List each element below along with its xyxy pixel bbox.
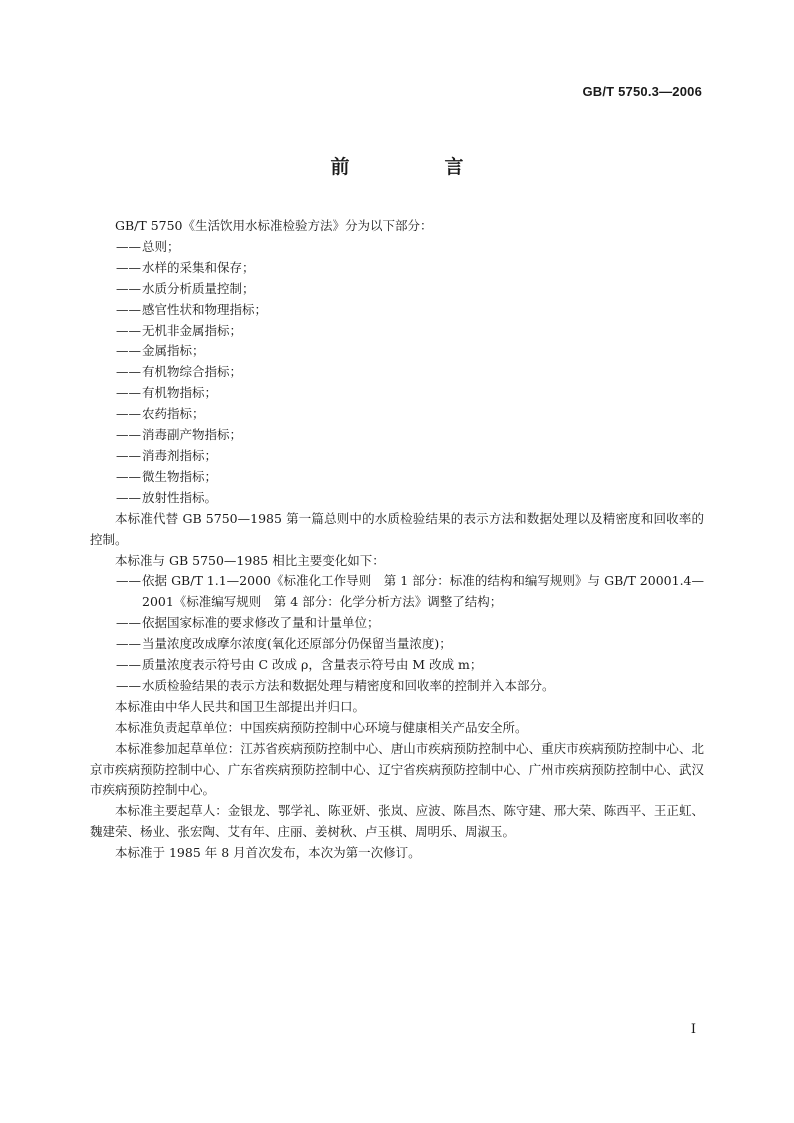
list-item: ——无机非金属指标； — [116, 321, 704, 342]
list-item: ——水样的采集和保存； — [116, 258, 704, 279]
dash-mark: —— — [116, 489, 141, 505]
dash-mark: —— — [116, 468, 141, 484]
drafters-paragraph: 本标准主要起草人：金银龙、鄂学礼、陈亚妍、张岚、应波、陈昌杰、陈守建、邢大荣、陈西平、王正虹、魏建荣、杨业、张宏陶、艾有年、庄丽、姜树秋、卢玉棋、周明乐、周淑玉。 — [90, 803, 704, 840]
foreword-body — [90, 216, 704, 864]
list-item: ——依据国家标准的要求修改了量和计量单位； — [116, 613, 704, 634]
parts-list — [90, 237, 704, 509]
page-title: 前 言 — [330, 156, 502, 178]
release-paragraph: 本标准于 1985 年 8 月首次发布，本次为第一次修订。 — [115, 845, 421, 861]
dash-mark: —— — [116, 343, 141, 359]
responsible-unit-paragraph: 本标准负责起草单位：中国疾病预防控制中心环境与健康相关产品安全所。 — [115, 719, 528, 735]
list-item: ——感官性状和物理指标； — [116, 300, 704, 321]
list-item: ——当量浓度改成摩尔浓度(氧化还原部分仍保留当量浓度)； — [116, 634, 704, 655]
dash-mark: —— — [116, 385, 141, 401]
dash-mark: —— — [116, 280, 141, 296]
standard-code: GB/T 5750.3—2006 — [582, 84, 702, 99]
list-item: ——消毒剂指标； — [116, 446, 704, 467]
list-item: ——水质分析质量控制； — [116, 279, 704, 300]
dash-mark: —— — [116, 636, 141, 652]
changes-list — [90, 571, 704, 696]
list-item: ——金属指标； — [116, 341, 704, 362]
list-item: ——微生物指标； — [116, 467, 704, 488]
intro-paragraph: GB/T 5750《生活饮用水标准检验方法》分为以下部分： — [115, 218, 433, 233]
list-item: ——依据 GB/T 1.1—2000《标准化工作导则 第 1 部分：标准的结构和编写规则》与 GB/T 20001.4—2001《标准编写规则 第 4 部分：化学分析方法》调整了结构； — [116, 573, 704, 610]
dash-mark: —— — [116, 573, 141, 589]
dash-mark: —— — [116, 364, 141, 380]
replace-paragraph: 本标准代替 GB 5750—1985 第一篇总则中的水质检验结果的表示方法和数据处理以及精密度和回收率的控制。 — [90, 510, 704, 547]
dash-mark: —— — [116, 615, 141, 631]
list-item: ——有机物综合指标； — [116, 362, 704, 383]
list-item: ——总则； — [116, 237, 704, 258]
list-item: ——农药指标； — [116, 404, 704, 425]
dash-mark: —— — [116, 427, 141, 443]
dash-mark: —— — [116, 301, 141, 317]
list-item: ——质量浓度表示符号由 C 改成 ρ，含量表示符号由 M 改成 m； — [116, 655, 704, 676]
list-item: ——消毒副产物指标； — [116, 425, 704, 446]
changes-intro-paragraph: 本标准与 GB 5750—1985 相比主要变化如下： — [115, 552, 385, 568]
dash-mark: —— — [116, 322, 141, 338]
participating-units-paragraph: 本标准参加起草单位：江苏省疾病预防控制中心、唐山市疾病预防控制中心、重庆市疾病预防控制中心、北京市疾病预防控制中心、广东省疾病预防控制中心、辽宁省疾病预防控制中心、广州市疾病预防控制中心、武汉市疾病预防控制中心。 — [90, 740, 704, 798]
list-item: ——有机物指标； — [116, 383, 704, 404]
list-item: ——放射性指标。 — [116, 488, 704, 509]
dash-mark: —— — [116, 657, 141, 673]
dash-mark: —— — [116, 406, 141, 422]
dash-mark: —— — [116, 259, 141, 275]
dash-mark: —— — [116, 677, 141, 693]
proposed-by-paragraph: 本标准由中华人民共和国卫生部提出并归口。 — [115, 698, 366, 714]
page-number: I — [690, 1022, 696, 1037]
dash-mark: —— — [116, 447, 141, 463]
list-item: ——水质检验结果的表示方法和数据处理与精密度和回收率的控制并入本部分。 — [116, 676, 704, 697]
dash-mark: —— — [116, 238, 141, 254]
